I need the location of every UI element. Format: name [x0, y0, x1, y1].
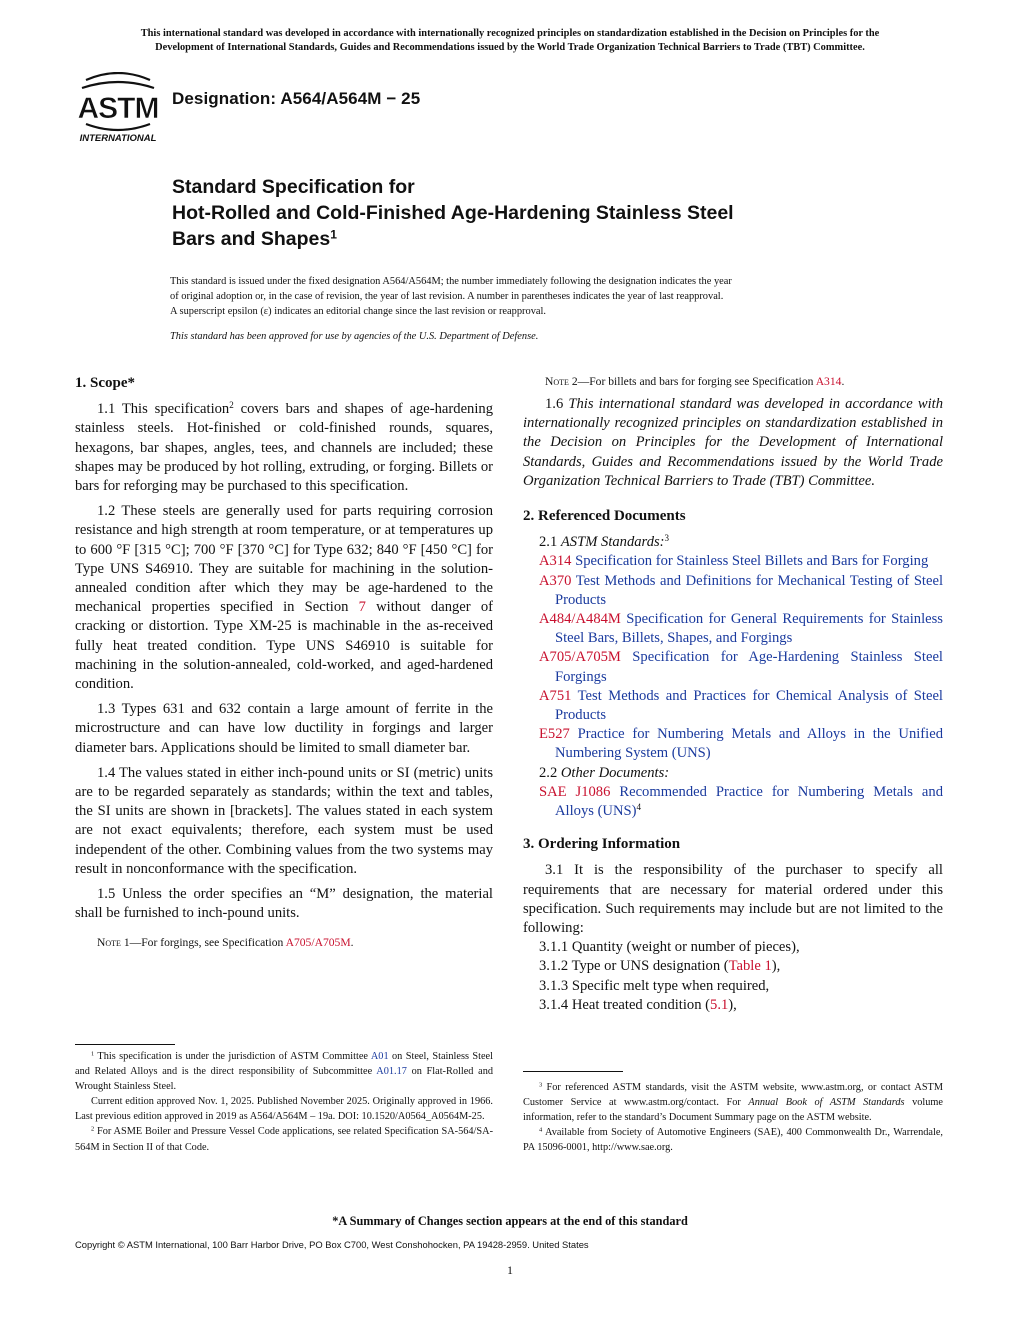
astm-logo — [72, 72, 164, 144]
ordering-3-1: 3.1 It is the responsibility of the purchaser to specify all requirements that are necessary for material ordered under this specification. Such requirements may include but are not limited to the following: — [523, 862, 943, 937]
ref-item-sae: SAE J1086 Recommended Practice for Numbering Metals and Alloys (UNS)$^4$ — [539, 783, 943, 820]
page-number: 1 — [507, 1263, 513, 1277]
designation: Designation: A564/A564M − 25 — [172, 89, 421, 108]
title-footnote-mark: 1 — [330, 227, 337, 242]
intro-line3: A superscript epsilon (ε) indicates an editorial change since the last revision or reapproval. — [170, 305, 546, 317]
right-column — [523, 374, 943, 1015]
section-7-link[interactable]: 7 — [358, 599, 366, 616]
footnote-4: $^4$ Available from Society of Automotive Engineers (SAE), 400 Commonwealth Dr., Warrendale, PA 15096-0001, http://www.sae.org. — [523, 1126, 943, 1154]
sae-code-link[interactable]: SAE J1086 — [539, 783, 611, 800]
ref-title-link[interactable]: Test Methods and Practices for Chemical Analysis of Steel Products — [555, 687, 943, 724]
ordering-3-1-1: 3.1.1 Quantity (weight or number of pieces), — [539, 939, 800, 956]
ordering-3-1-2: 3.1.2 Type or UNS designation (Table 1), — [539, 958, 781, 975]
footnote-1: $^1$ This specification is under the jurisdiction of ASTM Committee A01 on Steel, Stainless Steel and Related Alloys and is the direct responsibility of Subcommittee A01.17 on Flat-Rolled and Wrought Stainless Steel. — [75, 1050, 493, 1093]
footnote-2: $^2$ For ASME Boiler and Pressure Vessel Code applications, see related Specification SA-564/SA-564M in Section II of that Code. — [75, 1125, 493, 1153]
intro-line1: This standard is issued under the fixed designation A564/A564M; the number immediately following the designation indicates the year — [170, 276, 732, 287]
referenced-heading: 2. Referenced Documents — [523, 508, 686, 525]
other-documents-label: 2.2 Other Documents: — [539, 764, 670, 781]
copyright: Copyright © ASTM International, 100 Barr Harbor Drive, PO Box C700, West Conshohocken, PA 19428-2959. United States — [75, 1239, 589, 1250]
title-line1: Standard Specification for — [172, 176, 415, 198]
footnotes-right — [523, 1080, 943, 1155]
intro-line2: of original adoption or, in the case of revision, the year of last revision. A number in parentheses indicates the year of last reapproval. — [170, 290, 724, 302]
scope-1-3: 1.3 Types 631 and 632 contain a large amount of ferrite in the microstructure and can have low ductility in forgings and larger diameter bars. Applications should be limited to small diameter bar. — [75, 701, 493, 756]
ordering-3-1-3: 3.1.3 Specific melt type when required, — [539, 977, 770, 994]
ref-code-link[interactable]: A314 — [539, 553, 572, 570]
committee-a01-link[interactable]: A01 — [370, 1051, 389, 1062]
scope-heading: 1. Scope* — [75, 375, 135, 391]
logo-wordmark: ASTM — [77, 92, 159, 125]
scope-1-1: 1.1 This specification$^2$ covers bars and shapes of age-hardening stainless steels. Hot-finished or cold-finished rounds, squares, hexagons, bar shapes, angles, tees, and channels are included; these shapes may be produced by hot rolling, extruding, or forging. Billets or bars for reforging may be purchased to this specification. — [75, 400, 493, 495]
title-line3: Bars and Shapes — [172, 228, 331, 250]
ref-code-link[interactable]: E527 — [539, 726, 570, 743]
note-1: Note 1—For forgings, see Specification A705/A705M. — [97, 936, 354, 950]
ref-item — [523, 610, 943, 648]
header-notice-line2: Development of International Standards, Guides and Recommendations issued by the World Trade Organization Technical Barriers to Trade (TBT) Committee. — [155, 41, 865, 53]
logo-subtext: INTERNATIONAL — [79, 133, 157, 144]
footnote-3: $^3$ For referenced ASTM standards, visit the ASTM website, www.astm.org, or contact ASTM Customer Service at www.astm.org/contact. For Annual Book of ASTM Standards volume information, refer to the standard’s Document Summary page on the ASTM website. — [523, 1081, 943, 1124]
footnote-divider-right — [523, 1071, 623, 1072]
a314-note-link[interactable]: A314 — [815, 375, 842, 388]
ref-title-link[interactable]: Specification for Stainless Steel Billets and Bars for Forging — [571, 553, 929, 570]
ordering-heading: 3. Ordering Information — [523, 836, 681, 853]
scope-1-2: 1.2 These steels are generally used for parts requiring corrosion resistance and high strength at room temperature, or at temperatures up to 600 °F [315 °C]; 700 °F [370 °C] for Type 632; 840 °F [450 °C] for Type UNS S46910. They are suitable for machining in the solution-annealed condition after which they may be age-hardened to the mechanical properties specified in Section 7 without danger of cracking or distortion. Type XM-25 is machinable in the as-received fully heat treated condition. Type UNS S46910 is suitable for machining in the solution-annealed, cold-worked, and aged-hardened condition. — [75, 503, 493, 693]
note-2: Note 2—For billets and bars for forging see Specification A314. — [545, 375, 845, 388]
a705-note-link[interactable]: A705/A705M — [285, 936, 351, 950]
ref-title-link[interactable]: Test Methods and Definitions for Mechanical Testing of Steel Products — [555, 572, 943, 608]
left-column — [75, 374, 493, 950]
title-line2: Hot-Rolled and Cold-Finished Age-Hardening Stainless Steel — [172, 202, 734, 224]
ref-title-link[interactable]: Specification for General Requirements for Stainless Steel Bars, Billets, Shapes, and Forgings — [555, 611, 943, 647]
astm-standards-label: 2.1 ASTM Standards:$^3$ — [539, 533, 670, 551]
ref-title-link[interactable]: Practice for Numbering Metals and Alloys in the Unified Numbering System (UNS) — [555, 726, 943, 762]
ref-code-link[interactable]: A751 — [539, 687, 572, 704]
ref-item — [523, 648, 943, 686]
ref-item — [523, 725, 943, 763]
scope-1-5: 1.5 Unless the order specifies an “M” designation, the material shall be furnished to inch-pound units. — [75, 886, 493, 922]
scope-1-6: 1.6 This international standard was developed in accordance with internationally recognized principles on standardization established in the Decision on Principles for the Development of International Standards, Guides and Recommendations issued by the World Trade Organization Technical Barriers to Trade (TBT) Committee. — [523, 396, 944, 489]
footnote-1-edition: Current edition approved Nov. 1, 2025. Published November 2025. Originally approved in 1966. Last previous edition approved in 2019 as A564/A564M – 19a. DOI: 10.1520/A0564_A0564M-25. — [75, 1096, 493, 1123]
header-notice — [70, 27, 950, 54]
ref-item — [523, 687, 943, 725]
dod-approval: This standard has been approved for use by agencies of the U.S. Department of Defense. — [170, 331, 539, 343]
section-5-1-link[interactable]: 5.1 — [710, 996, 729, 1013]
ref-item — [523, 552, 943, 571]
document-title — [172, 174, 892, 252]
scope-1-4: 1.4 The values stated in either inch-pound units or SI (metric) units are to be regarded separately as standards; within the text and tables, the SI units are shown in [brackets]. The values stated in each system are not exact equivalents; therefore, each system must be used independent of the other. Combining values from the two systems may result in nonconformance with the specification. — [75, 764, 493, 877]
ref-code-link[interactable]: A370 — [539, 572, 572, 589]
ref-code-link[interactable]: A484/A484M — [539, 611, 621, 628]
ref-title-link[interactable]: Specification for Age-Hardening Stainless Steel Forgings — [555, 649, 943, 685]
header-notice-line1: This international standard was developed in accordance with internationally recognized principles on standardization established in the Decision on Principles for the — [140, 28, 880, 39]
issuance-statement — [170, 275, 860, 345]
sae-title-link[interactable]: Recommended Practice for Numbering Metals and Alloys (UNS) — [555, 783, 943, 820]
footnote-divider-left — [75, 1044, 175, 1045]
footnotes-left — [75, 1049, 493, 1155]
subcommittee-link[interactable]: A01.17 — [376, 1066, 407, 1078]
table-1-link[interactable]: Table 1 — [728, 958, 772, 975]
ordering-3-1-4: 3.1.4 Heat treated condition (5.1), — [539, 996, 737, 1013]
summary-of-changes-note: *A Summary of Changes section appears at the end of this standard — [332, 1214, 688, 1228]
ref-code-link[interactable]: A705/A705M — [539, 649, 621, 666]
ref-item — [523, 572, 943, 610]
